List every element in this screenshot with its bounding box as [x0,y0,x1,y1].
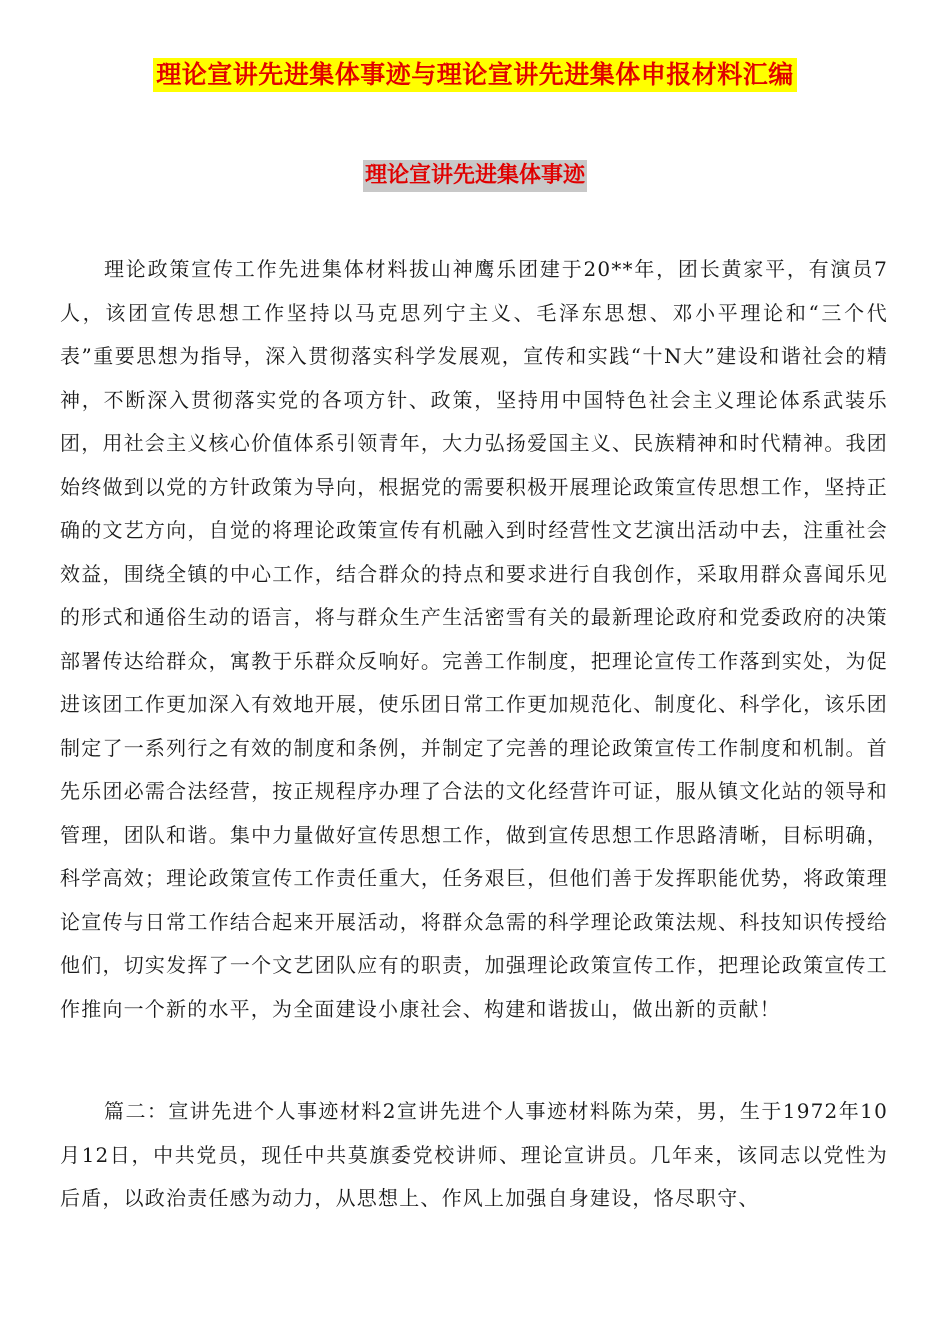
main-title-row [0,58,950,92]
body-paragraph: 理论政策宣传工作先进集体材料拔山神鹰乐团建于20**年，团长黄家平，有演员7人，该团宣传思想工作坚持以马克思列宁主义、毛泽东思想、邓小平理论和“三个代表”重要思想为指导，深入贯彻落实科学发展观，宣传和实践“十N大”建设和谐社会的精神，不断深入贯彻落实党的各项方针、政策，坚持用中国特色社会主义理论体系武装乐团，用社会主义核心价值体系引领青年，大力弘扬爱国主义、民族精神和时代精神。我团始终做到以党的方针政策为导向，根据党的需要积极开展理论政策宣传思想工作，坚持正确的文艺方向，自觉的将理论政策宣传有机融入到时经营性文艺演出活动中去，注重社会效益，围绕全镇的中心工作，结合群众的持点和要求进行自我创作，采取用群众喜闻乐见的形式和通俗生动的语言，将与群众生产生活密雪有关的最新理论政府和党委政府的决策部署传达给群众，寓教于乐群众反响好。完善工作制度，把理论宣传工作落到实处，为促进该团工作更加深入有效地开展，使乐团日常工作更加规范化、制度化、科学化，该乐团制定了一系列行之有效的制度和条例，并制定了完善的理论政策宣传工作制度和机制。首先乐团必需合法经营，按正规程序办理了合法的文化经营许可证，服从镇文化站的领导和管理，团队和谐。集中力量做好宣传思想工作，做到宣传思想工作思路清晰，目标明确，科学高效；理论政策宣传工作责任重大，任务艰巨，但他们善于发挥职能优势，将政策理论宣传与日常工作结合起来开展活动，将群众急需的科学理论政策法规、科技知识传授给他们，切实发挥了一个文艺团队应有的职责，加强理论政策宣传工作，把理论政策宣传工作推向一个新的水平，为全面建设小康社会、构建和谐拔山，做出新的贡献！ [60,257,888,1021]
sub-title-row [0,160,950,192]
section-title: 理论宣讲先进集体事迹 [363,160,587,192]
main-title: 理论宣讲先进集体事迹与理论宣讲先进集体申报材料汇编 [153,58,797,92]
body-paragraph: 篇二：宣讲先进个人事迹材料2宣讲先进个人事迹材料陈为荣，男，生于1972年10月12日，中共党员，现任中共莫旗委党校讲师、理论宣讲员。几年来，该同志以党性为后盾，以政治责任感为动力，从思想上、作风上加强自身建设，恪尽职守、 [60,1099,888,1210]
